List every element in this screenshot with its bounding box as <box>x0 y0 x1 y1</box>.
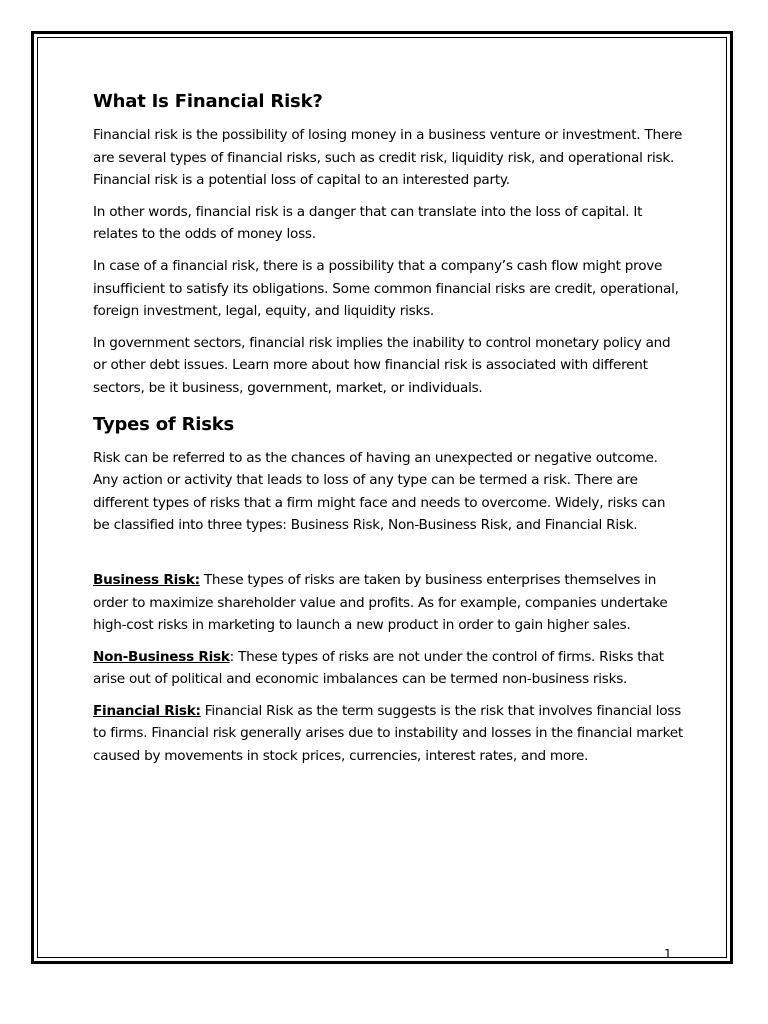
paragraph-definition: Financial risk is the possibility of losing money in a business venture or investment. There are several types of financial risks, such as credit risk, liquidity risk, and operational risk. Financial risk is a potential loss of capital to an interested party. <box>93 127 683 189</box>
page-number: 1 <box>664 947 672 961</box>
section-heading-financial-risk: What Is Financial Risk? <box>93 91 323 112</box>
risk-description-financial: Financial Risk as the term suggests is the risk that involves financial loss to firms. Financial risk generally arises due to instability and losses in the financial market caused by movements in stock prices, currencies, interest rates, and more. <box>93 702 683 765</box>
risk-type-non-business <box>93 646 683 691</box>
document-body <box>93 86 683 777</box>
paragraph-government: In government sectors, financial risk implies the inability to control monetary policy and or other debt issues. Learn more about how financial risk is associated with different sectors, be it business, government, market, or individuals. <box>93 334 671 396</box>
risk-type-financial <box>93 700 683 768</box>
risk-term-non-business: Non-Business Risk <box>93 648 230 665</box>
risk-description-non-business: : These types of risks are not under the control of firms. Risks that arise out of political and economic imbalances can be termed non-business risks. <box>93 648 664 688</box>
paragraph-cash-flow: In case of a financial risk, there is a possibility that a company’s cash flow might prove insufficient to satisfy its obligations. Some common financial risks are credit, operational, foreign investment, legal, equity, and liquidity risks. <box>93 257 679 320</box>
risk-description-business: These types of risks are taken by business enterprises themselves in order to maximize shareholder value and profits. As for example, companies undertake high-cost risks in marketing to launch a new product in order to gain higher sales. <box>93 571 668 634</box>
risk-type-business <box>93 569 683 637</box>
paragraph-in-other-words: In other words, financial risk is a danger that can translate into the loss of capital. It relates to the odds of money loss. <box>93 203 643 243</box>
paragraph-spacer <box>93 546 683 569</box>
paragraph-types-intro: Risk can be referred to as the chances of having an unexpected or negative outcome. Any action or activity that leads to loss of any type can be termed a risk. There are different types of risks that a firm might face and needs to overcome. Widely, risks can be classified into three types: Business Risk, Non-Business Risk, and Financial Risk. <box>93 449 666 534</box>
section-heading-types-of-risks: Types of Risks <box>93 413 235 435</box>
risk-term-business: Business Risk: <box>93 571 200 588</box>
risk-term-financial: Financial Risk: <box>93 702 201 719</box>
